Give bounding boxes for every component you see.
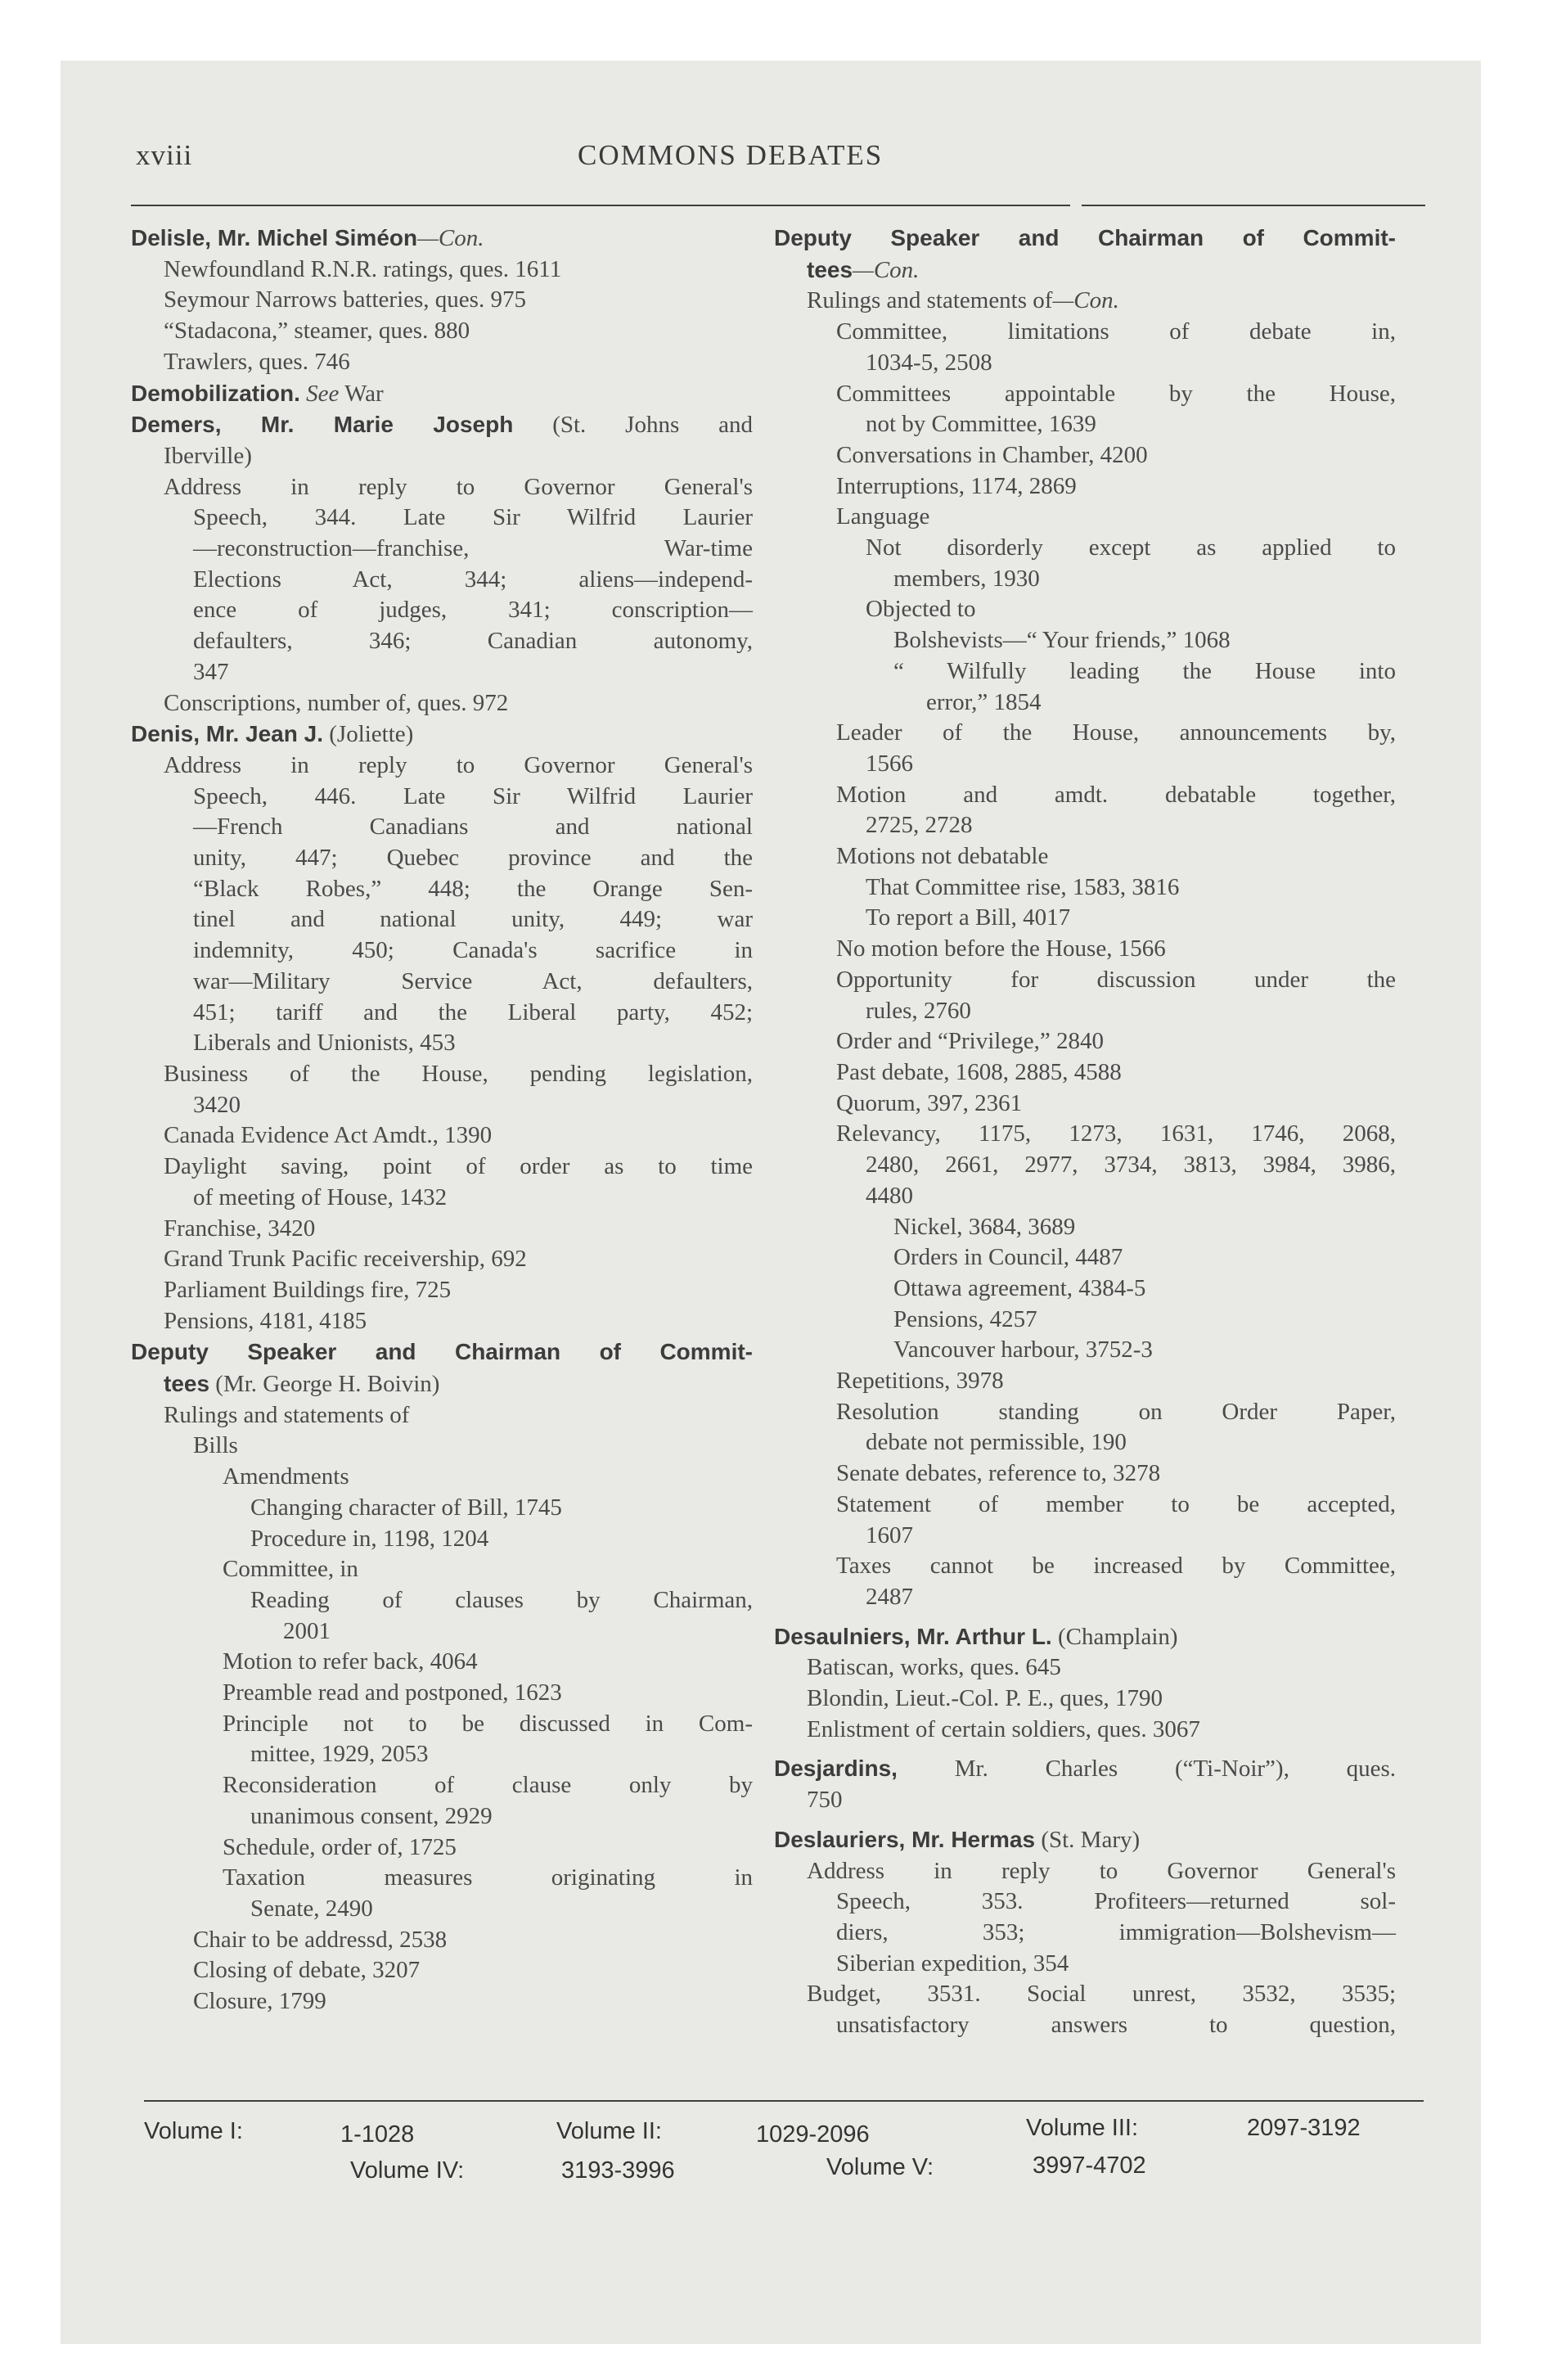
entry-text: —reconstruction—franchise, War-time: [193, 535, 753, 562]
index-entry: [193, 1925, 753, 1956]
index-entry: [223, 1770, 753, 1801]
index-entry: [836, 317, 1396, 348]
entry-text: Nickel, 3684, 3689: [893, 1213, 1076, 1240]
entry-text: 4480: [866, 1182, 913, 1209]
index-entry: [836, 934, 1396, 965]
entry-text: Closing of debate, 3207: [193, 1957, 421, 1984]
heading-name: tees: [807, 256, 853, 282]
volume-legend: [144, 2107, 1420, 2197]
index-entry: [223, 1709, 753, 1740]
entry-text: Quorum, 397, 2361: [836, 1089, 1023, 1116]
entry-text: Objected to: [866, 596, 976, 623]
index-entry: [836, 718, 1396, 749]
index-entry: [836, 1490, 1396, 1521]
entry-text: Address in reply to Governor General's: [164, 751, 753, 778]
entry-text: 2480, 2661, 2977, 3734, 3813, 3984, 3986,: [866, 1152, 1396, 1179]
entry-text: “Stadacona,” steamer, ques. 880: [164, 318, 470, 345]
index-heading: [131, 378, 753, 410]
entry-text: Principle not to be discussed in Com-: [223, 1710, 753, 1737]
index-entry: [836, 471, 1396, 503]
index-entry: [893, 1305, 1396, 1336]
index-entry: [893, 1242, 1396, 1273]
index-entry: [866, 1521, 1396, 1552]
entry-text: not by Committee, 1639: [866, 411, 1096, 438]
entry-text: Bolshevists—“ Your friends,” 1068: [893, 627, 1231, 654]
index-entry: [866, 533, 1396, 564]
entry-text: Vancouver harbour, 3752-3: [893, 1336, 1153, 1364]
index-heading: [774, 223, 1396, 255]
entry-text: 347: [193, 658, 229, 685]
entry-text: “ Wilfully leading the House into: [893, 657, 1396, 684]
entry-text: Senate, 2490: [250, 1895, 373, 1922]
entry-text: Relevancy, 1175, 1273, 1631, 1746, 2068,: [836, 1120, 1396, 1147]
index-entry: [164, 1152, 753, 1183]
index-entry: [250, 1493, 753, 1524]
heading-suffix: Mr. Charles (“Ti-Noir”), ques.: [897, 1756, 1396, 1783]
index-entry: [193, 1986, 753, 2017]
index-column-left: [131, 223, 753, 2097]
index-entry: [193, 874, 753, 905]
index-heading-continuation: [807, 255, 1396, 286]
index-entry: [193, 904, 753, 935]
index-entry: [250, 1739, 753, 1770]
entry-text: Orders in Council, 4487: [893, 1244, 1123, 1271]
volume-5-label: Volume V:: [826, 2154, 934, 2180]
index-entry: [193, 843, 753, 874]
index-entry: [836, 1366, 1396, 1397]
heading-name: Desjardins,: [774, 1756, 898, 1782]
heading-name: Demobilization.: [131, 380, 300, 406]
index-entry: [807, 1652, 1396, 1684]
index-entry: [164, 1275, 753, 1306]
index-entry: [893, 656, 1396, 687]
index-entry: [836, 2010, 1396, 2041]
volume-2-label: Volume II:: [556, 2118, 662, 2144]
index-entry: [836, 379, 1396, 410]
index-heading-continuation: [164, 1368, 753, 1400]
entry-text: 1607: [866, 1521, 913, 1548]
index-entry: [893, 1273, 1396, 1305]
index-heading: [131, 223, 753, 255]
index-entry: [223, 1647, 753, 1678]
index-heading: [774, 1753, 1396, 1785]
entry-text: Language: [836, 503, 930, 530]
index-entry: [866, 1427, 1396, 1458]
index-heading: [774, 1824, 1396, 1856]
index-column-right: [774, 223, 1396, 2097]
index-entry: [164, 472, 753, 503]
entry-text: 3420: [193, 1091, 241, 1118]
entry-text: 2001: [283, 1617, 331, 1644]
index-entry: [836, 1551, 1396, 1582]
heading-suffix: —Con.: [417, 225, 484, 251]
index-entry: [193, 534, 753, 565]
entry-text: Motion to refer back, 4064: [223, 1648, 478, 1675]
index-entry: [866, 749, 1396, 780]
entry-text: Taxation measures originating in: [223, 1864, 753, 1891]
entry-text: Parliament Buildings fire, 725: [164, 1276, 452, 1303]
index-entry: [866, 1582, 1396, 1613]
volume-3-label: Volume III:: [1026, 2115, 1139, 2141]
heading-name: Demers, Mr. Marie Joseph: [131, 412, 514, 438]
index-heading: [131, 719, 753, 751]
index-entry: [250, 1801, 753, 1832]
entry-text: rules, 2760: [866, 997, 971, 1024]
index-entry: [193, 812, 753, 843]
index-entry: [250, 1524, 753, 1555]
index-entry: [193, 595, 753, 626]
index-entry: [836, 1119, 1396, 1150]
entry-text: Daylight saving, point of order as to time: [164, 1153, 753, 1180]
entry-text: Amendments: [223, 1463, 349, 1490]
index-entry: [193, 626, 753, 657]
heading-name: tees: [164, 1371, 210, 1397]
entry-text: Iberville): [164, 442, 252, 469]
index-entry: [193, 935, 753, 967]
heading-suffix: (Champlain): [1051, 1623, 1178, 1650]
entry-text: “Black Robes,” 448; the Orange Sen-: [193, 875, 753, 902]
index-entry: [807, 1856, 1396, 1887]
entry-text: Taxes cannot be increased by Committee,: [836, 1553, 1396, 1580]
entry-text: Interruptions, 1174, 2869: [836, 472, 1077, 499]
index-entry: [164, 1214, 753, 1245]
entry-text: Conversations in Chamber, 4200: [836, 441, 1148, 468]
volume-4-label: Volume IV:: [350, 2157, 465, 2184]
entry-text: Senate debates, reference to, 3278: [836, 1460, 1161, 1487]
entry-text: Canada Evidence Act Amdt., 1390: [164, 1122, 493, 1149]
entry-text: Grand Trunk Pacific receivership, 692: [164, 1246, 527, 1273]
entry-text: unsatisfactory answers to question,: [836, 2012, 1396, 2039]
entry-text: 750: [807, 1787, 843, 1814]
index-entry: [164, 1244, 753, 1275]
entry-text: Elections Act, 344; aliens—independ-: [193, 566, 753, 593]
entry-text: Rulings and statements of: [164, 1401, 410, 1428]
index-entry: [164, 1400, 753, 1431]
entry-text: 451; tariff and the Liberal party, 452;: [193, 998, 753, 1025]
index-entry: [193, 1090, 753, 1121]
entry-text: Enlistment of certain soldiers, ques. 3067: [807, 1715, 1200, 1742]
index-entry: [164, 285, 753, 316]
entry-text: Repetitions, 3978: [836, 1368, 1004, 1395]
entry-text: Address in reply to Governor General's: [164, 473, 753, 500]
entry-text: Not disorderly except as applied to: [866, 534, 1396, 561]
index-heading: [131, 1336, 753, 1368]
entry-text: Speech, 353. Profiteers—returned sol-: [836, 1888, 1396, 1915]
heading-name: Deputy Speaker and Chairman of Commit-: [774, 225, 1396, 250]
entry-text: Address in reply to Governor General's: [807, 1857, 1396, 1884]
entry-text: defaulters, 346; Canadian autonomy,: [193, 628, 753, 655]
index-entry: [250, 1894, 753, 1925]
entry-text: Batiscan, works, ques. 645: [807, 1654, 1061, 1681]
index-entry: [164, 255, 753, 286]
index-entry: [223, 1678, 753, 1709]
entry-text: Reconsideration of clause only by: [223, 1772, 753, 1799]
index-entry: [836, 965, 1396, 996]
index-entry: [866, 810, 1396, 841]
index-entry: [223, 1832, 753, 1864]
entry-text: —French Canadians and national: [193, 814, 753, 841]
entry-text: Conscriptions, number of, ques. 972: [164, 689, 509, 716]
heading-name: Deputy Speaker and Chairman of Commit-: [131, 1339, 753, 1365]
entry-text: indemnity, 450; Canada's sacrifice in: [193, 937, 753, 964]
index-entry: [807, 1979, 1396, 2010]
entry-text: Pensions, 4257: [893, 1305, 1037, 1332]
entry-text: That Committee rise, 1583, 3816: [866, 873, 1180, 900]
volume-5-range: 3997-4702: [1033, 2152, 1146, 2179]
heading-suffix: War: [339, 380, 384, 407]
index-entry: [893, 625, 1396, 656]
entry-text: tinel and national unity, 449; war: [193, 906, 753, 933]
index-entry: [193, 1183, 753, 1214]
entry-text: Past debate, 1608, 2885, 4588: [836, 1058, 1122, 1085]
index-entry: [164, 441, 753, 472]
entry-text: Franchise, 3420: [164, 1215, 316, 1242]
heading-suffix: (Mr. George H. Boivin): [209, 1371, 440, 1398]
volume-4-range: 3193-3996: [561, 2157, 675, 2184]
index-entry: [836, 1458, 1396, 1490]
entry-text: 2487: [866, 1583, 913, 1610]
entry-text: Seymour Narrows batteries, ques. 975: [164, 286, 526, 313]
entry-text: Siberian expedition, 354: [836, 1950, 1069, 1977]
index-entry: [164, 751, 753, 782]
index-entry: [250, 1585, 753, 1616]
entry-text: Chair to be addressd, 2538: [193, 1926, 448, 1953]
entry-text: Liberals and Unionists, 453: [193, 1030, 456, 1057]
index-entry: [223, 1554, 753, 1585]
entry-text: Statement of member to be accepted,: [836, 1490, 1396, 1517]
heading-name: Desaulniers, Mr. Arthur L.: [774, 1623, 1052, 1649]
entry-text: Schedule, order of, 1725: [223, 1833, 457, 1860]
heading-italic-note: —Con.: [853, 256, 920, 283]
heading-suffix: (Joliette): [323, 721, 414, 748]
index-entry: [193, 998, 753, 1029]
entry-text: unity, 447; Quebec province and the: [193, 845, 753, 872]
index-entry: [893, 564, 1396, 595]
entry-text: Reading of clauses by Chairman,: [250, 1586, 753, 1613]
entry-text: ence of judges, 341; conscription—: [193, 597, 753, 624]
index-entry: [836, 1886, 1396, 1918]
entry-text: Motion and amdt. debatable together,: [836, 781, 1396, 808]
index-entry: [836, 780, 1396, 811]
index-entry: [866, 1181, 1396, 1212]
entry-text: Leader of the House, announcements by,: [836, 719, 1396, 746]
volume-3-range: 2097-3192: [1247, 2115, 1361, 2141]
entry-text: Ottawa agreement, 4384-5: [893, 1274, 1146, 1301]
entry-text: Rulings and statements of: [807, 287, 1053, 314]
index-entry: [836, 1089, 1396, 1120]
volume-1-label: Volume I:: [144, 2118, 243, 2144]
journal-title: COMMONS DEBATES: [578, 139, 884, 171]
header-rule-right: [1082, 205, 1425, 206]
entry-text: To report a Bill, 4017: [866, 904, 1071, 931]
heading-italic-note: See: [306, 380, 340, 407]
volume-1-range: 1-1028: [340, 2121, 415, 2148]
index-entry: [893, 1335, 1396, 1366]
index-entry: [193, 1028, 753, 1059]
entry-text: error,” 1854: [926, 688, 1042, 715]
entry-italic-note: —Con.: [1052, 287, 1119, 314]
entry-text: 2725, 2728: [866, 812, 973, 839]
index-entry: [193, 782, 753, 813]
volume-2-range: 1029-2096: [756, 2121, 870, 2148]
entry-text: Trawlers, ques. 746: [164, 348, 350, 375]
footer-rule: [144, 2100, 1424, 2102]
index-entry: [836, 1949, 1396, 1980]
entry-text: Resolution standing on Order Paper,: [836, 1398, 1396, 1425]
entry-text: Bills: [193, 1432, 238, 1459]
entry-text: Changing character of Bill, 1745: [250, 1494, 562, 1521]
entry-text: No motion before the House, 1566: [836, 935, 1166, 962]
index-entry: [836, 1057, 1396, 1089]
index-entry: [866, 903, 1396, 934]
entry-text: diers, 353; immigration—Bolshevism—: [836, 1918, 1396, 1945]
entry-text: Procedure in, 1198, 1204: [250, 1525, 489, 1552]
index-entry: [807, 1785, 1396, 1816]
index-entry: [836, 1397, 1396, 1428]
index-entry: [283, 1616, 753, 1648]
index-entry: [164, 316, 753, 347]
entry-text: Speech, 446. Late Sir Wilfrid Laurier: [193, 782, 753, 809]
entry-text: 1566: [866, 750, 913, 777]
entry-text: Pensions, 4181, 4185: [164, 1307, 367, 1334]
index-entry: [866, 1150, 1396, 1181]
index-entry: [164, 1059, 753, 1090]
index-entry: [866, 872, 1396, 904]
running-head: [119, 139, 1429, 180]
entry-text: Newfoundland R.N.R. ratings, ques. 1611: [164, 255, 562, 282]
entry-text: Committee, limitations of debate in,: [836, 318, 1396, 345]
index-entry: [193, 503, 753, 534]
index-entry: [836, 502, 1396, 533]
entry-text: Speech, 344. Late Sir Wilfrid Laurier: [193, 504, 753, 531]
index-entry: [193, 1431, 753, 1462]
entry-text: mittee, 1929, 2053: [250, 1741, 429, 1768]
index-entry: [866, 348, 1396, 379]
index-entry: [807, 286, 1396, 317]
entry-text: Opportunity for discussion under the: [836, 966, 1396, 993]
heading-name: Delisle, Mr. Michel Siméon: [131, 225, 418, 250]
entry-text: Committee, in: [223, 1556, 358, 1583]
index-entry: [866, 594, 1396, 625]
index-entry: [893, 1212, 1396, 1243]
entry-text: Business of the House, pending legislation,: [164, 1060, 753, 1087]
heading-suffix: (St. Mary): [1035, 1826, 1141, 1853]
heading-name: Denis, Mr. Jean J.: [131, 721, 323, 747]
entry-text: war—Military Service Act, defaulters,: [193, 967, 753, 994]
entry-text: Closure, 1799: [193, 1988, 326, 2015]
header-rule-left: [131, 205, 1070, 206]
index-entry: [193, 1955, 753, 1986]
index-entry: [223, 1462, 753, 1493]
entry-text: debate not permissible, 190: [866, 1429, 1127, 1456]
index-entry: [164, 688, 753, 719]
entry-text: Preamble read and postponed, 1623: [223, 1679, 562, 1706]
index-heading: [131, 409, 753, 441]
entry-text: Committees appointable by the House,: [836, 380, 1396, 407]
entry-text: members, 1930: [893, 565, 1040, 592]
index-entry: [164, 1120, 753, 1152]
index-entry: [866, 409, 1396, 440]
index-entry: [807, 1715, 1396, 1746]
heading-name: Deslauriers, Mr. Hermas: [774, 1826, 1036, 1852]
index-entry: [836, 1918, 1396, 1949]
index-entry: [223, 1863, 753, 1894]
index-entry: [193, 967, 753, 998]
index-entry: [926, 687, 1396, 719]
heading-suffix: (St. Johns and: [513, 412, 753, 439]
index-heading: [774, 1621, 1396, 1653]
index-entry: [164, 1306, 753, 1337]
index-entry: [866, 996, 1396, 1027]
entry-text: 1034-5, 2508: [866, 349, 992, 376]
entry-text: Budget, 3531. Social unrest, 3532, 3535;: [807, 1981, 1396, 2008]
page-number: xviii: [136, 139, 193, 171]
index-entry: [807, 1684, 1396, 1715]
index-entry: [164, 347, 753, 378]
index-entry: [193, 657, 753, 688]
index-entry: [836, 841, 1396, 872]
index-entry: [836, 440, 1396, 471]
entry-text: Order and “Privilege,” 2840: [836, 1028, 1104, 1055]
entry-text: of meeting of House, 1432: [193, 1183, 448, 1210]
index-entry: [836, 1026, 1396, 1057]
entry-text: Motions not debatable: [836, 843, 1049, 870]
index-entry: [193, 565, 753, 596]
entry-text: Blondin, Lieut.-Col. P. E., ques, 1790: [807, 1685, 1163, 1712]
entry-text: unanimous consent, 2929: [250, 1802, 493, 1829]
